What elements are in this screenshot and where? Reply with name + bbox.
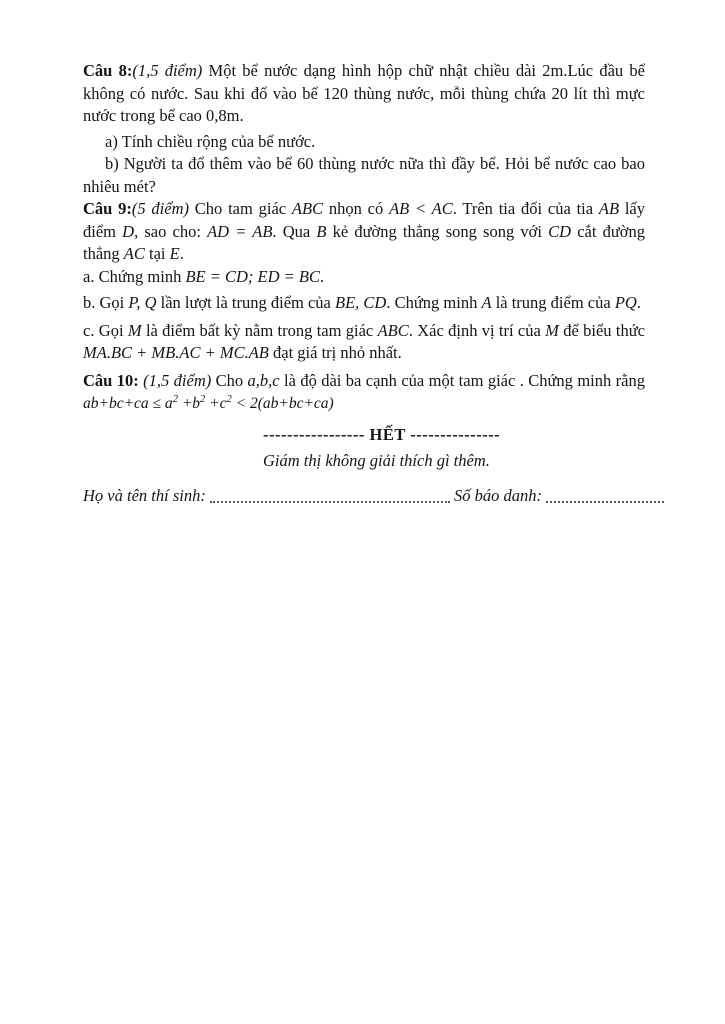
question-9-label: Câu 9: [83,199,132,218]
math-var: M [545,320,559,340]
math-formula [83,395,334,412]
math-var: AC [123,244,145,263]
dotted-line [546,487,664,504]
question-9-part-c [83,320,645,365]
question-8-part-b [83,153,645,198]
question-10 [83,370,645,418]
text-run: . [320,266,325,286]
math-var: AD = AB [207,221,273,241]
text-run: nhọn có [323,199,390,218]
formula-part: ab+bc+ca ≤ a [83,395,173,412]
text-run: . [179,244,184,263]
text-run: b) Người ta đổ thêm vào bể 60 thùng nước nữa thì đầy bể. Hỏi bể nước cao bao nhiêu mét? [83,154,645,196]
math-var: B [316,221,327,241]
text-run: kẻ đường thẳng song song với [326,221,549,241]
text-run: là độ dài ba cạnh của một tam giác . Chứng minh rằng [279,370,645,390]
text-run: lần lượt là trung điểm của [156,293,335,312]
question-10-label: Câu 10: [83,370,144,390]
end-separator [263,424,645,447]
text-run: Cho [211,370,248,390]
question-8-intro [83,60,645,128]
question-9-intro [83,198,645,266]
text-run: tại [144,244,170,263]
candidate-name-label: Họ và tên thí sinh: [83,485,206,505]
math-var: E [169,244,180,263]
math-var: ABC [291,199,324,218]
math-var: AB < AC [389,199,453,218]
math-var: M [127,320,142,340]
text-run: . Qua [272,221,317,241]
question-9-part-b [83,292,645,315]
math-var: A [481,293,492,312]
proctor-note [263,450,645,473]
exam-content [83,60,645,507]
superscript: 2 [226,394,232,405]
text-run: . Trên tia đối của tia [452,199,599,218]
formula-part: < 2(ab+bc+ca) [231,395,334,412]
question-8-label: Câu 8: [83,61,133,80]
text-run: , sao cho: [134,221,208,241]
text-run: a) Tính chiều rộng của bể nước. [105,131,316,151]
note-text: Giám thị không giải thích gì thêm. [263,451,490,470]
candidate-info-line [83,485,668,508]
text-run: Cho tam giác [189,199,292,218]
question-8-body: Một bể nước dạng hình hộp chữ nhật chiều dài 2m.Lúc đầu bể không có nước. Sau khi đổ vào bể 120 thùng nước, mỗi thùng chứa 20 lít thì mực nước trong bể cao 0,8m. [83,61,645,125]
question-10-points: (1,5 điểm) [143,370,212,390]
text-run: . Xác định vị trí của [408,320,546,340]
formula-part: +c [205,395,227,412]
text-run: là trung điểm của [491,293,615,312]
superscript: 2 [200,394,206,405]
math-var: PQ [614,293,637,312]
text-run: là điểm bất kỳ nằm trong tam giác [141,320,378,340]
text-run: a. Chứng minh [83,266,186,286]
text-run: . [636,293,641,312]
math-var: P, Q [128,293,157,312]
text-run: lấy điểm [83,199,645,241]
question-9-points: (5 điểm) [131,199,189,218]
math-var: a,b,c [247,370,280,390]
question-8-points: (1,5 điểm) [132,61,203,80]
formula-part: +b [177,395,201,412]
question-8-part-a [83,131,645,154]
math-var: AB [598,199,620,218]
math-expression: BE = CD; ED = BC [185,266,320,286]
candidate-id-label: Số báo danh: [454,485,542,505]
math-var: BE, CD [335,293,387,312]
text-run: c. Gọi [83,320,128,340]
het-text: ----------------- HẾT --------------- [263,424,501,444]
text-run: . Chứng minh [386,293,482,312]
math-expression: MA.BC + MB.AC + MC.AB [83,343,269,362]
math-var: ABC [377,320,409,340]
math-var: D [122,221,135,241]
question-9-part-a [83,266,645,289]
dotted-line [210,487,450,504]
text-run: cắt đường thẳng [83,221,645,263]
text-run: b. Gọi [83,293,129,312]
superscript: 2 [172,394,178,405]
math-var: CD [548,221,572,241]
text-run: để biểu thức [558,320,645,340]
text-run: đạt giá trị nhỏ nhất. [268,343,402,362]
